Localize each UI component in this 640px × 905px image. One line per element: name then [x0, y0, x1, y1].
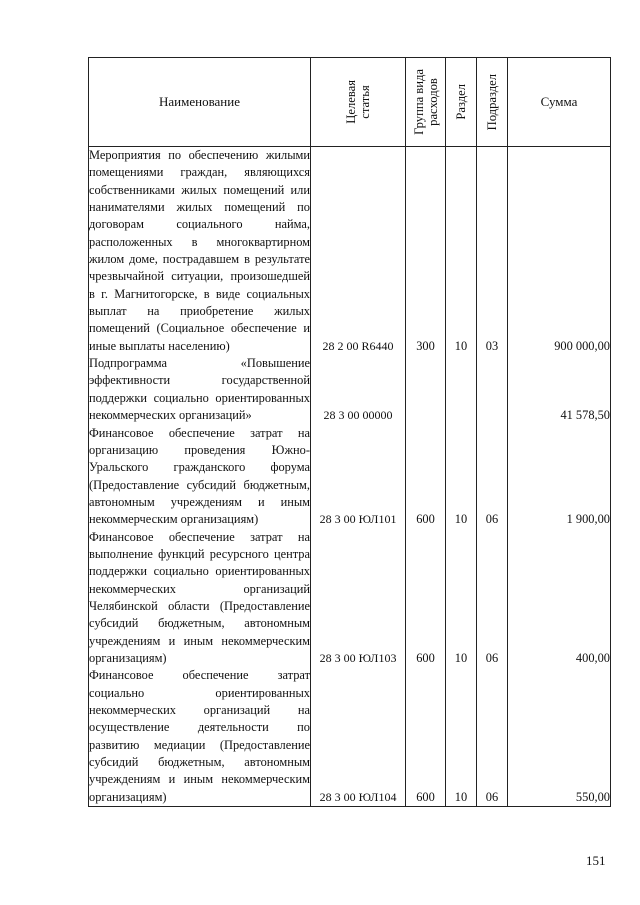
row-target-article: 28 3 00 00000	[311, 355, 406, 424]
row-section	[446, 355, 477, 424]
table-row	[89, 529, 611, 668]
budget-table	[88, 57, 611, 807]
page-number: 151	[586, 853, 606, 868]
header-section-label: Раздел	[454, 84, 468, 120]
row-subsection: 06	[477, 425, 508, 529]
row-expense-group	[406, 355, 446, 424]
row-subsection	[477, 355, 508, 424]
row-section: 10	[446, 425, 477, 529]
row-subsection: 06	[477, 529, 508, 668]
row-subsection: 03	[477, 147, 508, 356]
row-section: 10	[446, 667, 477, 806]
table-row	[89, 147, 611, 356]
table-row	[89, 667, 611, 806]
row-name: Подпрограмма «Повышение эффективности государственной поддержки социально ориентированных некоммерческих организаций»	[89, 355, 311, 424]
header-name-label: Наименование	[159, 93, 240, 109]
row-expense-group: 300	[406, 147, 446, 356]
row-name: Финансовое обеспечение затрат социально ориентированных некоммерческих организаций на осуществление деятельности по развитию медиации (Предоставление субсидий бюджетным, автономным учреждениям и иным некоммерческим организациям)	[89, 667, 311, 806]
row-section: 10	[446, 529, 477, 668]
header-subsection	[477, 58, 508, 147]
row-section: 10	[446, 147, 477, 356]
row-name: Финансовое обеспечение затрат на выполнение функций ресурсного центра поддержки социально ориентированных некоммерческих организаций Челябинской области (Предоставление субсидий бюджетным, автономным учреждениям и иным некоммерческим организациям)	[89, 529, 311, 668]
row-subsection: 06	[477, 667, 508, 806]
header-row	[89, 58, 611, 147]
row-name: Мероприятия по обеспечению жилыми помещениями граждан, являющихся собственниками жилых помещений или нанимателями жилых помещений по договорам социального найма, расположенных в многоквартирном жилом доме, пострадавшем в результате чрезвычайной ситуации, произошедшей в г. Магнитогорске, в виде социальных выплат на приобретение жилых помещений (Социальное обеспечение и иные выплаты населению)	[89, 147, 311, 356]
row-target-article: 28 3 00 ЮЛ101	[311, 425, 406, 529]
row-target-article: 28 3 00 ЮЛ104	[311, 667, 406, 806]
row-expense-group: 600	[406, 667, 446, 806]
row-sum: 1 900,00	[508, 425, 611, 529]
row-name: Финансовое обеспечение затрат на организацию проведения Южно-Уральского гражданского форума (Предоставление субсидий бюджетным, автономным учреждениям и иным некоммерческим организациям)	[89, 425, 311, 529]
header-sum	[508, 58, 611, 147]
row-expense-group: 600	[406, 425, 446, 529]
header-target-article	[311, 58, 406, 147]
row-target-article: 28 2 00 R6440	[311, 147, 406, 356]
row-target-article: 28 3 00 ЮЛ103	[311, 529, 406, 668]
header-sum-label: Сумма	[540, 93, 578, 109]
header-subsection-label: Подраздел	[485, 73, 499, 131]
header-expense-group-label: Группа вида расходов	[411, 69, 440, 135]
header-expense-group	[406, 58, 446, 147]
row-sum: 550,00	[508, 667, 611, 806]
row-sum: 400,00	[508, 529, 611, 668]
table-row	[89, 355, 611, 424]
row-expense-group: 600	[406, 529, 446, 668]
row-sum: 41 578,50	[508, 355, 611, 424]
header-name	[89, 58, 311, 147]
header-target-article-label: Целевая статья	[344, 80, 372, 124]
row-sum: 900 000,00	[508, 147, 611, 356]
header-section	[446, 58, 477, 147]
table-row	[89, 425, 611, 529]
